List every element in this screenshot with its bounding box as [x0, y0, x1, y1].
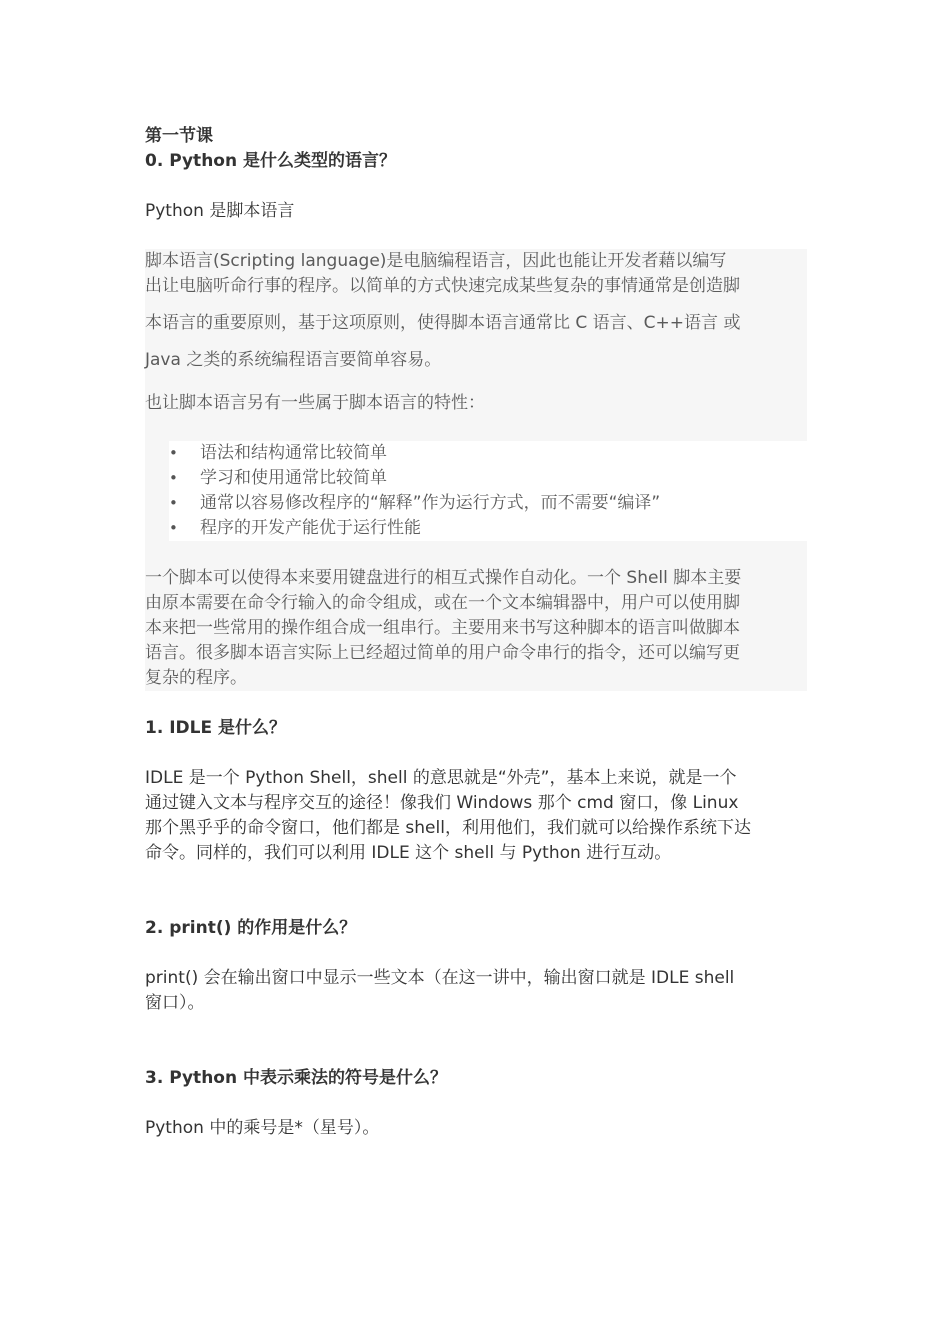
question-3-heading: 3. Python 中表示乘法的符号是什么？	[145, 1068, 447, 1088]
quote-line: 由原本需要在命令行输入的命令组成，或在一个文本编辑器中，用户可以使用脚	[145, 593, 740, 613]
quote-line: 一个脚本可以使得本来要用键盘进行的相互式操作自动化。一个 Shell 脚本主要	[145, 568, 742, 588]
list-item	[145, 491, 807, 516]
quote-line: 脚本语言(Scripting language)是电脑编程语言，因此也能让开发者藉以编写	[145, 251, 727, 271]
quote-line: 复杂的程序。	[145, 668, 247, 688]
features-intro: 也让脚本语言另有一些属于脚本语言的特性：	[145, 393, 485, 413]
quote-line: 语言。很多脚本语言实际上已经超过简单的用户命令串行的指令，还可以编写更	[145, 643, 740, 663]
answer-line: print() 会在输出窗口中显示一些文本（在这一讲中，输出窗口就是 IDLE shell	[145, 968, 735, 988]
question-0-heading: 0. Python 是什么类型的语言？	[145, 151, 396, 171]
feature-text: 通常以容易修改程序的“解释”作为运行方式，而不需要“编译”	[200, 493, 661, 513]
features-list-wrap	[145, 441, 807, 541]
question-0-answer: Python 是脚本语言	[145, 201, 295, 221]
document-page	[145, 124, 807, 1141]
answer-line: IDLE 是一个 Python Shell，shell 的意思就是“外壳”，基本上来说，就是一个	[145, 768, 737, 788]
bullet-icon: •	[169, 494, 178, 512]
answer-line: 那个黑乎乎的命令窗口，他们都是 shell，利用他们，我们就可以给操作系统下达	[145, 818, 751, 838]
lesson-title: 第一节课	[145, 126, 213, 146]
feature-text: 学习和使用通常比较简单	[200, 468, 387, 488]
question-2-heading: 2. print() 的作用是什么？	[145, 918, 357, 938]
scripting-language-quote	[145, 249, 807, 441]
quote-line: Java 之类的系统编程语言要简单容易。	[145, 350, 442, 370]
bullet-icon: •	[169, 469, 178, 487]
answer-line: 命令。同样的，我们可以利用 IDLE 这个 shell 与 Python 进行互动。	[145, 843, 672, 863]
features-list	[145, 441, 807, 541]
answer-line: 窗口）。	[145, 993, 205, 1013]
list-item	[145, 516, 807, 541]
shell-script-quote	[145, 541, 807, 691]
bullet-icon: •	[169, 519, 178, 537]
feature-text: 语法和结构通常比较简单	[200, 443, 387, 463]
list-item	[145, 466, 807, 491]
bullet-icon: •	[169, 444, 178, 462]
list-item	[145, 441, 807, 466]
question-3-answer: Python 中的乘号是*（星号）。	[145, 1118, 380, 1138]
answer-line: 通过键入文本与程序交互的途径！像我们 Windows 那个 cmd 窗口，像 Linux	[145, 793, 739, 813]
quote-line: 本来把一些常用的操作组合成一组串行。主要用来书写这种脚本的语言叫做脚本	[145, 618, 740, 638]
quote-line: 出让电脑听命行事的程序。以简单的方式快速完成某些复杂的事情通常是创造脚	[145, 276, 740, 296]
question-1-heading: 1. IDLE 是什么？	[145, 718, 287, 738]
quote-line: 本语言的重要原则，基于这项原则，使得脚本语言通常比 C 语言、C++语言 或	[145, 313, 741, 333]
feature-text: 程序的开发产能优于运行性能	[200, 518, 421, 538]
